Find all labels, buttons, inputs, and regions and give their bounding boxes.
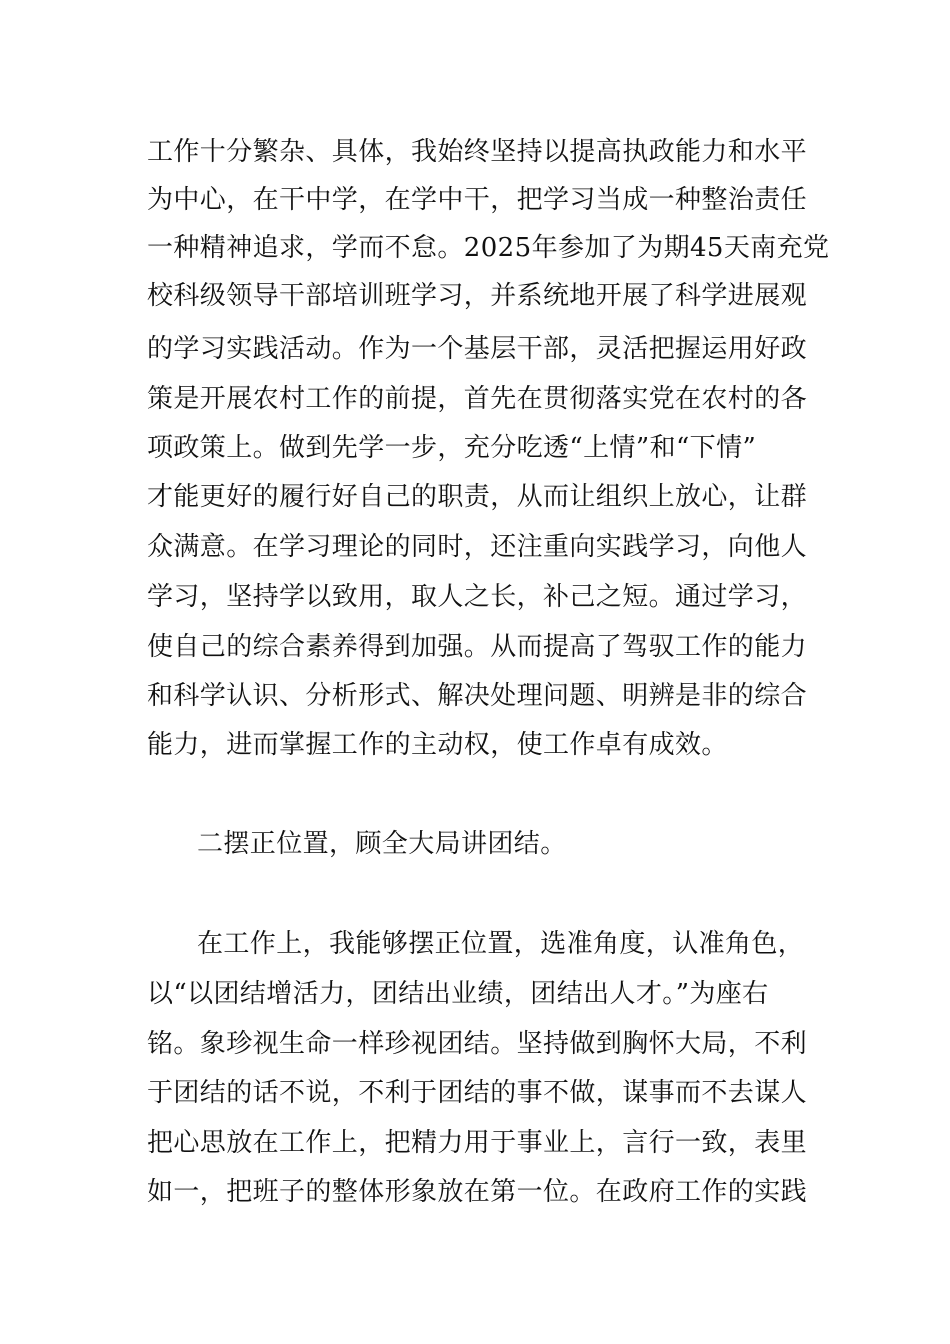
paragraph-1-line: 为中心，在干中学，在学中干，把学习当成一种整治责任 bbox=[147, 185, 808, 215]
paragraph-1-line: 一种精神追求，学而不怠。2025年参加了为期45天南充党 bbox=[147, 233, 830, 263]
paragraph-1-line: 和科学认识、分析形式、解决处理问题、明辨是非的综合 bbox=[147, 681, 808, 711]
paragraph-1-line: 能力，进而掌握工作的主动权，使工作卓有成效。 bbox=[147, 730, 728, 760]
paragraph-2-line: 以“以团结增活力，团结出业绩，团结出人才。”为座右 bbox=[147, 979, 769, 1009]
paragraph-1-line: 策是开展农村工作的前提，首先在贯彻落实党在农村的各 bbox=[147, 384, 808, 414]
paragraph-1-line: 校科级领导干部培训班学习，并系统地开展了科学进展观 bbox=[147, 281, 808, 311]
paragraph-1-line: 工作十分繁杂、具体，我始终坚持以提高执政能力和水平 bbox=[147, 137, 808, 167]
paragraph-1-line: 的学习实践活动。作为一个基层干部，灵活把握运用好政 bbox=[147, 334, 808, 364]
paragraph-2-line: 把心思放在工作上，把精力用于事业上，言行一致，表里 bbox=[147, 1128, 808, 1158]
paragraph-2-line: 铭。象珍视生命一样珍视团结。坚持做到胸怀大局，不利 bbox=[147, 1029, 808, 1059]
paragraph-1-line: 项政策上。做到先学一步，充分吃透“上情”和“下情” bbox=[147, 433, 757, 463]
paragraph-2-line: 如一，把班子的整体形象放在第一位。在政府工作的实践 bbox=[147, 1177, 808, 1207]
paragraph-1-line: 才能更好的履行好自己的职责，从而让组织上放心，让群 bbox=[147, 482, 808, 512]
paragraph-1-line: 使自己的综合素养得到加强。从而提高了驾驭工作的能力 bbox=[147, 632, 808, 662]
paragraph-1-line: 众满意。在学习理论的同时，还注重向实践学习，向他人 bbox=[147, 532, 808, 562]
section-heading-2: 二摆正位置，顾全大局讲团结。 bbox=[197, 829, 567, 859]
paragraph-1-line: 学习，坚持学以致用，取人之长，补己之短。通过学习， bbox=[147, 582, 808, 612]
paragraph-2-line: 在工作上，我能够摆正位置，选准角度，认准角色， bbox=[197, 929, 805, 959]
paragraph-2-line: 于团结的话不说，不利于团结的事不做，谋事而不去谋人 bbox=[147, 1078, 808, 1108]
